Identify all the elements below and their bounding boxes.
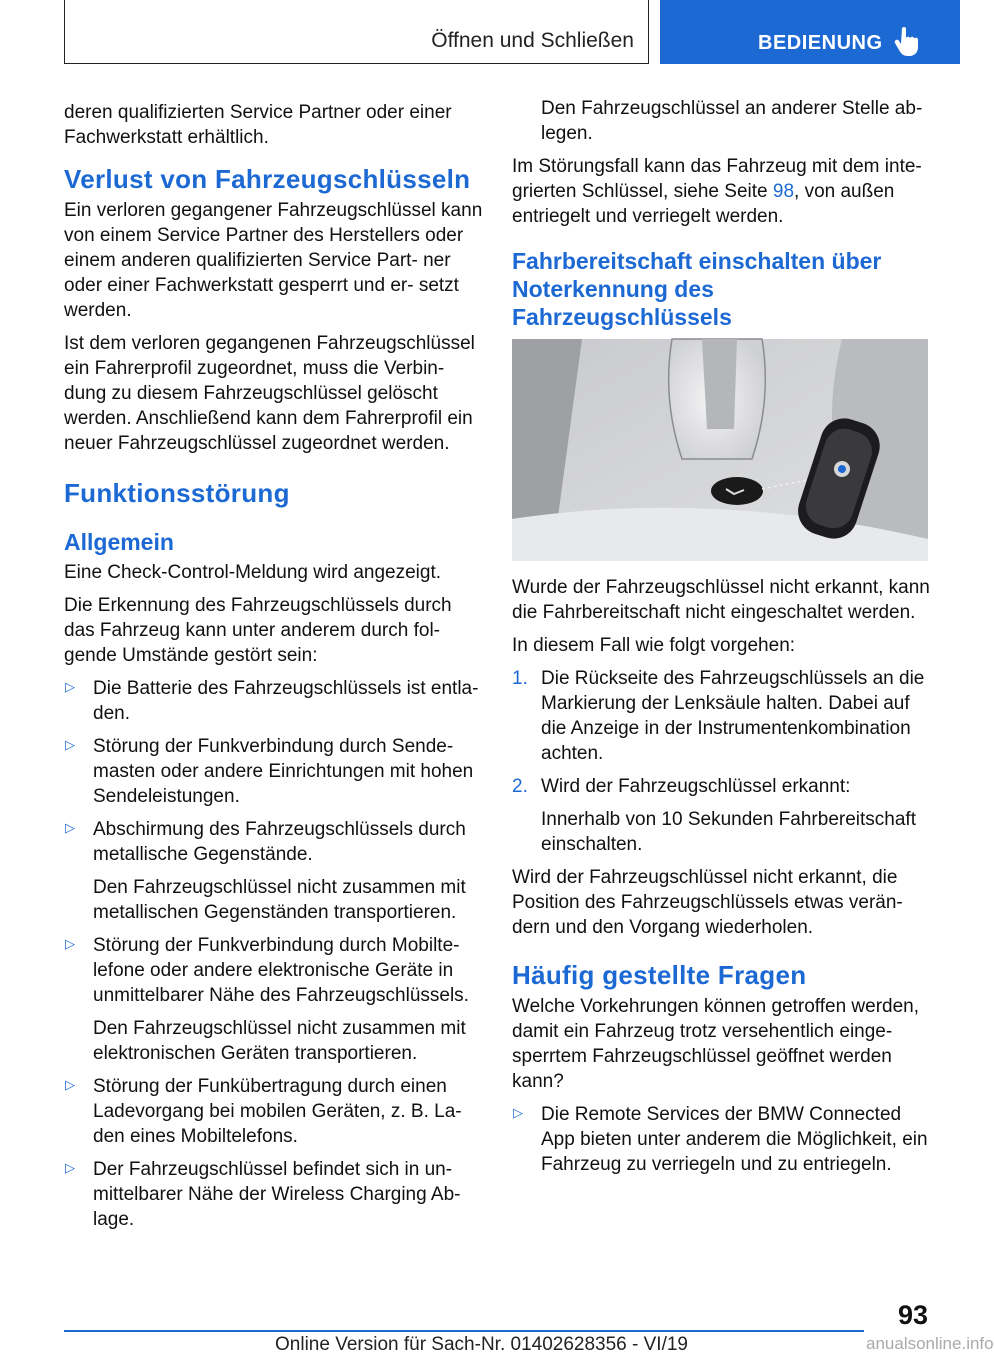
header-chapter-tab [660,0,960,64]
chapter-title: BEDIENUNG [758,32,883,54]
right-column [512,96,932,1185]
list-item: ▷ Abschirmung des Fahrzeugschlüssels durch metallische Gegenstände. Den Fahrzeugschlüssel nicht zusammen mit metallischen Gegenständen transportieren. [65,819,466,923]
paragraph: Ist dem verloren gegangenen Fahrzeugschlüssel ein Fahrerprofil zugeordnet, muss die Verbin‐ dung zu diesem Fahrzeugschlüssel gelöscht werden. Anschließend kann dem Fahrerprofil ein neuer Fahrzeugschlüssel zugeordnet werden. [64,333,475,454]
list-item: 1. Die Rückseite des Fahrzeugschlüssels an die Markierung der Lenksäule halten. Dabei auf die Anzeige in der Instrumentenkombination achten. [512,668,925,764]
paragraph: Im Störungsfall kann das Fahrzeug mit dem inte‐ grierten Schlüssel, siehe Seite 98, von außen entriegelt und verriegelt werden. [512,156,922,227]
heading-faq: Häufig gestellte Fragen [512,960,807,990]
steering-column-key-illustration [512,339,928,561]
paragraph: Welche Vorkehrungen können getroffen werden, damit ein Fahrzeug trotz versehentlich einge‐ sperrtem Fahrzeugschlüssel geöffnet werden kann? [512,996,920,1092]
step-number: 1. [512,668,528,689]
watermark: anualsonline.info [866,1334,994,1353]
triangle-bullet-icon: ▷ [65,820,75,835]
list-item: 2. Wird der Fahrzeugschlüssel erkannt: Innerhalb von 10 Sekunden Fahrbereitschaft einschalten. [512,776,916,855]
list-item: ▷ Störung der Funkverbindung durch Mobilte‐ lefone oder andere elektronische Geräte in unmittelbarer Nähe des Fahrzeugschlüssels. Den Fahrzeugschlüssel nicht zusammen mit elektronischen Geräten transportieren. [65,935,469,1064]
list-item: ▷ Störung der Funkübertragung durch einen Ladevorgang bei mobilen Geräten, z. B. La‐ den eines Mobiltelefons. [65,1076,462,1147]
bullet-continuation: Den Fahrzeugschlüssel an anderer Stelle ab‐ legen. [541,98,923,144]
paragraph: Wird der Fahrzeugschlüssel nicht erkannt, die Position des Fahrzeugschlüssels etwas verän‐ dern und den Vorgang wiederholen. [512,867,903,938]
list-item: ▷ Die Batterie des Fahrzeugschlüssels ist entla‐ den. [65,678,479,724]
triangle-bullet-icon: ▷ [65,679,75,694]
triangle-bullet-icon: ▷ [513,1105,523,1120]
list-item: ▷ Der Fahrzeugschlüssel befindet sich in un‐ mittelbarer Nähe der Wireless Charging Ab‐ lage. [65,1159,461,1230]
paragraph: In diesem Fall wie folgt vorgehen: [512,635,796,656]
paragraph: Ein verloren gegangener Fahrzeugschlüssel kann von einem Service Partner des Herstellers oder einem anderen qualifizierten Service Part‐ ner oder einer Fachwerkstatt gesperrt und er‐ setzt werden. [64,200,483,321]
page-link[interactable]: 98 [772,181,795,202]
footer-text: Online Version für Sach-Nr. 01402628356 - VI/19 [275,1334,688,1355]
list-item: ▷ Störung der Funkverbindung durch Sende‐ masten oder andere Einrichtungen mit hohen Sendeleistungen. [65,736,474,807]
heading-general: Allgemein [64,529,174,555]
paragraph: Eine Check-Control-Meldung wird angezeigt. [64,562,442,583]
step-number: 2. [512,776,528,797]
heading-key-loss: Verlust von Fahrzeugschlüsseln [64,164,471,194]
hand-pointer-icon [894,26,920,56]
footer-divider [64,1330,864,1332]
heading-emergency-detection: Fahrbereitschaft einschalten über Noterkennung des Fahrzeugschlüssels [512,248,882,330]
paragraph: Die Erkennung des Fahrzeugschlüssels durch das Fahrzeug kann unter anderem durch fol‐ gende Umstände gestört sein: [64,595,452,666]
left-column [64,100,484,1240]
section-title: Öffnen und Schließen [431,29,634,52]
triangle-bullet-icon: ▷ [65,936,75,951]
header-section-tab [64,0,649,64]
intro-text: deren qualifizierten Service Partner oder einer Fachwerkstatt erhältlich. [64,102,452,148]
list-item: ▷ Die Remote Services der BMW Connected App bieten unter anderem die Möglichkeit, ein Fahrzeug zu verriegeln und zu entriegeln. [513,1104,928,1175]
paragraph: Wurde der Fahrzeugschlüssel nicht erkannt, kann die Fahrbereitschaft nicht eingeschaltet werden. [512,577,930,623]
triangle-bullet-icon: ▷ [65,1160,75,1175]
triangle-bullet-icon: ▷ [65,1077,75,1092]
page-number: 93 [898,1300,929,1330]
triangle-bullet-icon: ▷ [65,737,75,752]
heading-malfunction: Funktionsstörung [64,478,290,508]
